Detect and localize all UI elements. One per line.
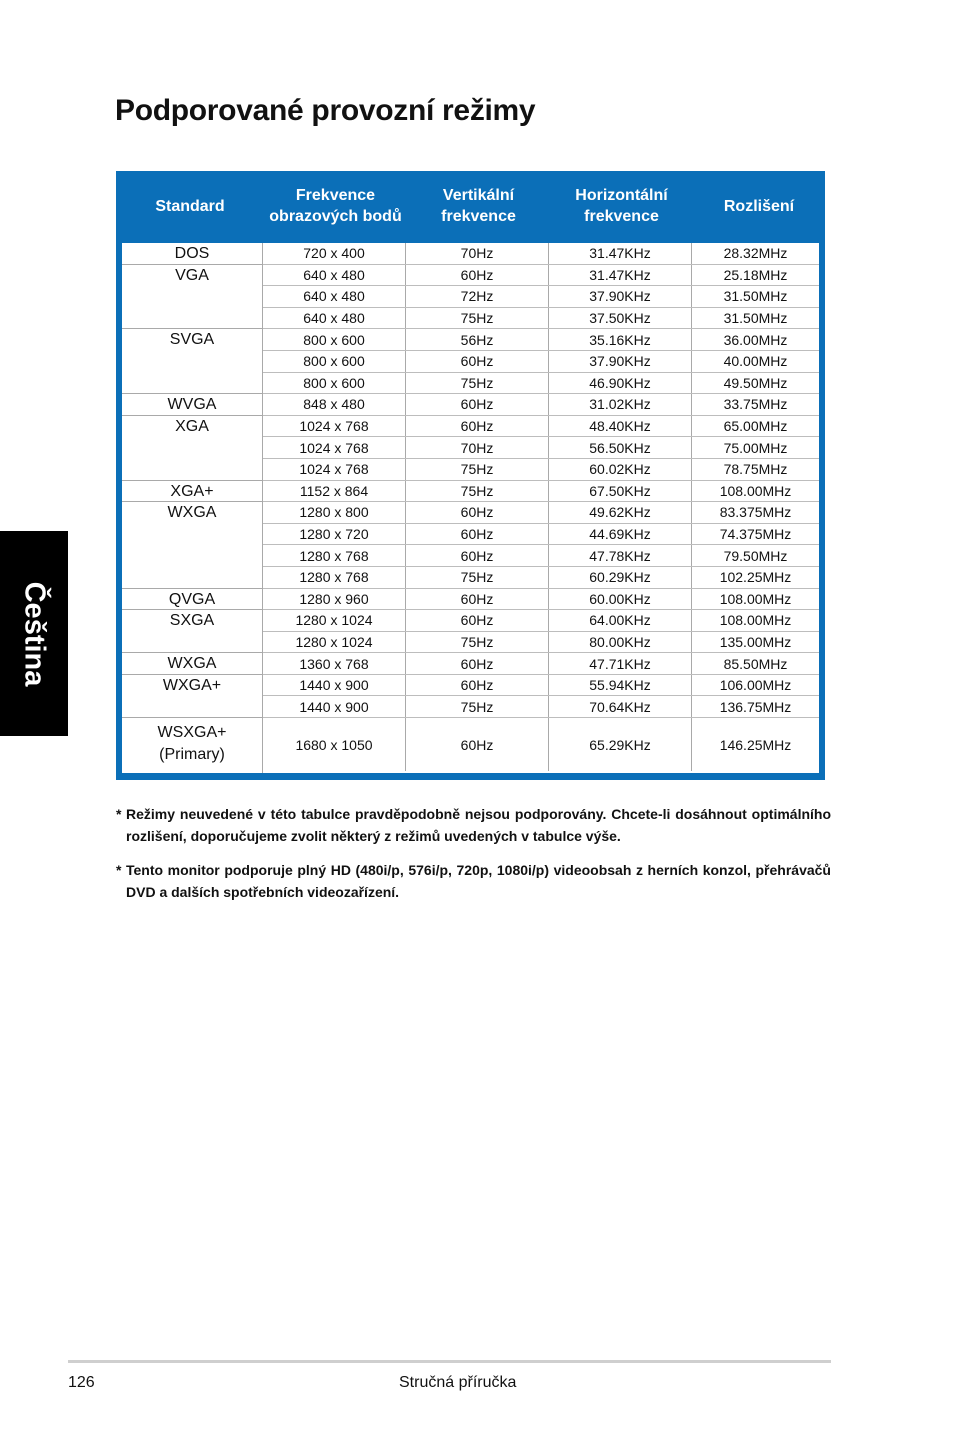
resolution-cell: 79.50MHz bbox=[723, 547, 788, 564]
horizontal-frequency-cell: 35.16KHz bbox=[549, 329, 692, 350]
vertical-frequency-cell: 75Hz bbox=[406, 632, 549, 653]
table-row bbox=[263, 286, 819, 308]
table-row bbox=[263, 437, 819, 459]
standard-group bbox=[122, 265, 262, 330]
standard-label: WSXGA+ (Primary) bbox=[157, 724, 227, 764]
pixel-frequency-cell: 1280 x 1024 bbox=[263, 610, 406, 631]
standard-group bbox=[122, 394, 262, 416]
horizontal-frequency-cell: 44.69KHz bbox=[549, 524, 692, 545]
resolution-cell: 108.00MHz bbox=[719, 612, 792, 629]
vertical-frequency-cell: 60Hz bbox=[406, 416, 549, 437]
table-row bbox=[263, 416, 819, 438]
horizontal-frequency-cell: 70.64KHz bbox=[549, 696, 692, 717]
horizontal-frequency-cell: 80.00KHz bbox=[549, 632, 692, 653]
standard-group bbox=[122, 675, 262, 718]
resolution-cell: 65.00MHz bbox=[723, 418, 788, 435]
table-row bbox=[263, 653, 819, 675]
pixel-frequency-cell: 800 x 600 bbox=[263, 329, 406, 350]
footnote-marker: * bbox=[116, 806, 122, 822]
horizontal-frequency-cell: 60.02KHz bbox=[549, 459, 692, 480]
vertical-frequency-cell: 75Hz bbox=[406, 567, 549, 588]
horizontal-frequency-cell: 65.29KHz bbox=[549, 718, 692, 771]
standard-label: SVGA bbox=[169, 331, 215, 349]
horizontal-frequency-cell: 60.29KHz bbox=[549, 567, 692, 588]
header-standard: Standard bbox=[155, 197, 225, 215]
vertical-frequency-cell: 70Hz bbox=[406, 437, 549, 458]
standard-label: WXGA bbox=[167, 655, 217, 673]
resolution-cell: 33.75MHz bbox=[723, 396, 788, 413]
horizontal-frequency-cell: 37.90KHz bbox=[549, 351, 692, 372]
vertical-frequency-cell: 75Hz bbox=[406, 481, 549, 502]
horizontal-frequency-cell: 31.02KHz bbox=[549, 394, 692, 415]
horizontal-frequency-cell: 47.78KHz bbox=[549, 545, 692, 566]
table-row bbox=[263, 696, 819, 718]
standard-label: WXGA bbox=[167, 504, 217, 522]
standard-group bbox=[122, 610, 262, 653]
vertical-frequency-cell: 60Hz bbox=[406, 394, 549, 415]
supported-modes-table bbox=[116, 171, 825, 780]
standard-column bbox=[122, 243, 263, 773]
table-row bbox=[263, 718, 819, 771]
table-row bbox=[263, 632, 819, 654]
pixel-frequency-cell: 1280 x 768 bbox=[263, 545, 406, 566]
pixel-frequency-cell: 1680 x 1050 bbox=[263, 718, 406, 771]
vertical-frequency-cell: 60Hz bbox=[406, 351, 549, 372]
resolution-cell: 78.75MHz bbox=[723, 461, 788, 478]
table-row bbox=[263, 610, 819, 632]
table-row bbox=[263, 329, 819, 351]
resolution-cell: 36.00MHz bbox=[723, 331, 788, 348]
pixel-frequency-cell: 848 x 480 bbox=[263, 394, 406, 415]
language-side-tab-label: Čeština bbox=[18, 581, 51, 686]
resolution-cell: 31.50MHz bbox=[723, 288, 788, 305]
table-row bbox=[263, 481, 819, 503]
header-horizontal-frequency: Horizontální frekvence bbox=[575, 187, 668, 225]
table-row bbox=[263, 524, 819, 546]
horizontal-frequency-cell: 60.00KHz bbox=[549, 589, 692, 610]
vertical-frequency-cell: 60Hz bbox=[406, 502, 549, 523]
resolution-cell: 75.00MHz bbox=[723, 439, 788, 456]
resolution-cell: 135.00MHz bbox=[719, 633, 792, 650]
vertical-frequency-cell: 75Hz bbox=[406, 373, 549, 394]
vertical-frequency-cell: 75Hz bbox=[406, 459, 549, 480]
vertical-frequency-cell: 60Hz bbox=[406, 524, 549, 545]
pixel-frequency-cell: 1280 x 768 bbox=[263, 567, 406, 588]
pixel-frequency-cell: 800 x 600 bbox=[263, 351, 406, 372]
horizontal-frequency-cell: 37.50KHz bbox=[549, 308, 692, 329]
vertical-frequency-cell: 75Hz bbox=[406, 696, 549, 717]
table-row bbox=[263, 502, 819, 524]
pixel-frequency-cell: 1440 x 900 bbox=[263, 696, 406, 717]
resolution-cell: 85.50MHz bbox=[723, 655, 788, 672]
resolution-cell: 102.25MHz bbox=[719, 569, 792, 586]
pixel-frequency-cell: 1152 x 864 bbox=[263, 481, 406, 502]
resolution-cell: 106.00MHz bbox=[719, 677, 792, 694]
vertical-frequency-cell: 56Hz bbox=[406, 329, 549, 350]
standard-group bbox=[122, 718, 262, 771]
pixel-frequency-cell: 1280 x 720 bbox=[263, 524, 406, 545]
table-row bbox=[263, 394, 819, 416]
vertical-frequency-cell: 75Hz bbox=[406, 308, 549, 329]
resolution-cell: 108.00MHz bbox=[719, 482, 792, 499]
resolution-cell: 136.75MHz bbox=[719, 698, 792, 715]
pixel-frequency-cell: 800 x 600 bbox=[263, 373, 406, 394]
standard-group bbox=[122, 243, 262, 265]
vertical-frequency-cell: 70Hz bbox=[406, 243, 549, 264]
resolution-cell: 31.50MHz bbox=[723, 310, 788, 327]
table-row bbox=[263, 459, 819, 481]
resolution-cell: 83.375MHz bbox=[719, 504, 792, 521]
horizontal-frequency-cell: 31.47KHz bbox=[549, 265, 692, 286]
vertical-frequency-cell: 60Hz bbox=[406, 589, 549, 610]
standard-label: XGA bbox=[175, 417, 209, 435]
horizontal-frequency-cell: 47.71KHz bbox=[549, 653, 692, 674]
pixel-frequency-cell: 1280 x 1024 bbox=[263, 632, 406, 653]
header-vertical-frequency: Vertikální frekvence bbox=[441, 187, 516, 225]
table-row bbox=[263, 545, 819, 567]
table-row bbox=[263, 351, 819, 373]
standard-label: WXGA+ bbox=[162, 676, 222, 694]
footnotes bbox=[116, 803, 831, 903]
resolution-cell: 146.25MHz bbox=[719, 736, 792, 753]
footnote bbox=[116, 859, 831, 903]
resolution-cell: 49.50MHz bbox=[723, 374, 788, 391]
pixel-frequency-cell: 720 x 400 bbox=[263, 243, 406, 264]
standard-label: SXGA bbox=[169, 612, 215, 630]
footnote-text: Režimy neuvedené v této tabulce pravděpodobně nejsou podporovány. Chcete-li dosáhnout optimálního rozlišení, doporučujeme zvolit některý z režimů uvedených v tabulce výše. bbox=[126, 806, 831, 844]
values-column bbox=[263, 243, 819, 773]
vertical-frequency-cell: 60Hz bbox=[406, 653, 549, 674]
table-row bbox=[263, 308, 819, 330]
standard-group bbox=[122, 481, 262, 503]
standard-group bbox=[122, 329, 262, 394]
footer-divider bbox=[68, 1360, 831, 1363]
vertical-frequency-cell: 60Hz bbox=[406, 545, 549, 566]
resolution-cell: 28.32MHz bbox=[723, 245, 788, 262]
header-resolution: Rozlišení bbox=[723, 197, 795, 215]
footnote-text: Tento monitor podporuje plný HD (480i/p, 576i/p, 720p, 1080i/p) videoobsah z herních konzol, přehrávačů DVD a dalších spotřebních videozařízení. bbox=[126, 862, 831, 900]
table-row bbox=[263, 373, 819, 395]
standard-label: DOS bbox=[174, 245, 210, 262]
resolution-cell: 40.00MHz bbox=[723, 353, 788, 370]
horizontal-frequency-cell: 49.62KHz bbox=[549, 502, 692, 523]
pixel-frequency-cell: 1360 x 768 bbox=[263, 653, 406, 674]
pixel-frequency-cell: 1024 x 768 bbox=[263, 459, 406, 480]
pixel-frequency-cell: 640 x 480 bbox=[263, 265, 406, 286]
footnote bbox=[116, 803, 831, 847]
horizontal-frequency-cell: 56.50KHz bbox=[549, 437, 692, 458]
table-row bbox=[263, 243, 819, 265]
pixel-frequency-cell: 1280 x 960 bbox=[263, 589, 406, 610]
pixel-frequency-cell: 1280 x 800 bbox=[263, 502, 406, 523]
page-number: 126 bbox=[68, 1374, 95, 1391]
horizontal-frequency-cell: 46.90KHz bbox=[549, 373, 692, 394]
horizontal-frequency-cell: 37.90KHz bbox=[549, 286, 692, 307]
footer-title: Stručná příručka bbox=[399, 1374, 517, 1391]
footnote-marker: * bbox=[116, 862, 122, 878]
standard-label: WVGA bbox=[167, 396, 217, 414]
vertical-frequency-cell: 60Hz bbox=[406, 718, 549, 771]
vertical-frequency-cell: 72Hz bbox=[406, 286, 549, 307]
pixel-frequency-cell: 640 x 480 bbox=[263, 308, 406, 329]
horizontal-frequency-cell: 31.47KHz bbox=[549, 243, 692, 264]
table-row bbox=[263, 589, 819, 611]
standard-group bbox=[122, 416, 262, 481]
table-body bbox=[122, 243, 819, 773]
page-title: Podporované provozní režimy bbox=[115, 94, 536, 127]
pixel-frequency-cell: 1024 x 768 bbox=[263, 437, 406, 458]
vertical-frequency-cell: 60Hz bbox=[406, 265, 549, 286]
table-header bbox=[116, 171, 825, 243]
horizontal-frequency-cell: 64.00KHz bbox=[549, 610, 692, 631]
horizontal-frequency-cell: 55.94KHz bbox=[549, 675, 692, 696]
horizontal-frequency-cell: 48.40KHz bbox=[549, 416, 692, 437]
table-row bbox=[263, 675, 819, 697]
horizontal-frequency-cell: 67.50KHz bbox=[549, 481, 692, 502]
language-side-tab bbox=[0, 531, 68, 736]
vertical-frequency-cell: 60Hz bbox=[406, 610, 549, 631]
table-row bbox=[263, 567, 819, 589]
standard-label: XGA+ bbox=[170, 482, 214, 500]
pixel-frequency-cell: 1440 x 900 bbox=[263, 675, 406, 696]
table-row bbox=[263, 265, 819, 287]
standard-label: QVGA bbox=[168, 590, 216, 608]
resolution-cell: 108.00MHz bbox=[719, 590, 792, 607]
standard-group bbox=[122, 589, 262, 611]
standard-group bbox=[122, 653, 262, 675]
pixel-frequency-cell: 1024 x 768 bbox=[263, 416, 406, 437]
standard-group bbox=[122, 502, 262, 588]
resolution-cell: 25.18MHz bbox=[723, 266, 788, 283]
vertical-frequency-cell: 60Hz bbox=[406, 675, 549, 696]
standard-label: VGA bbox=[175, 266, 209, 284]
pixel-frequency-cell: 640 x 480 bbox=[263, 286, 406, 307]
header-pixel-frequency: Frekvence obrazových bodů bbox=[269, 187, 402, 225]
resolution-cell: 74.375MHz bbox=[719, 526, 792, 543]
